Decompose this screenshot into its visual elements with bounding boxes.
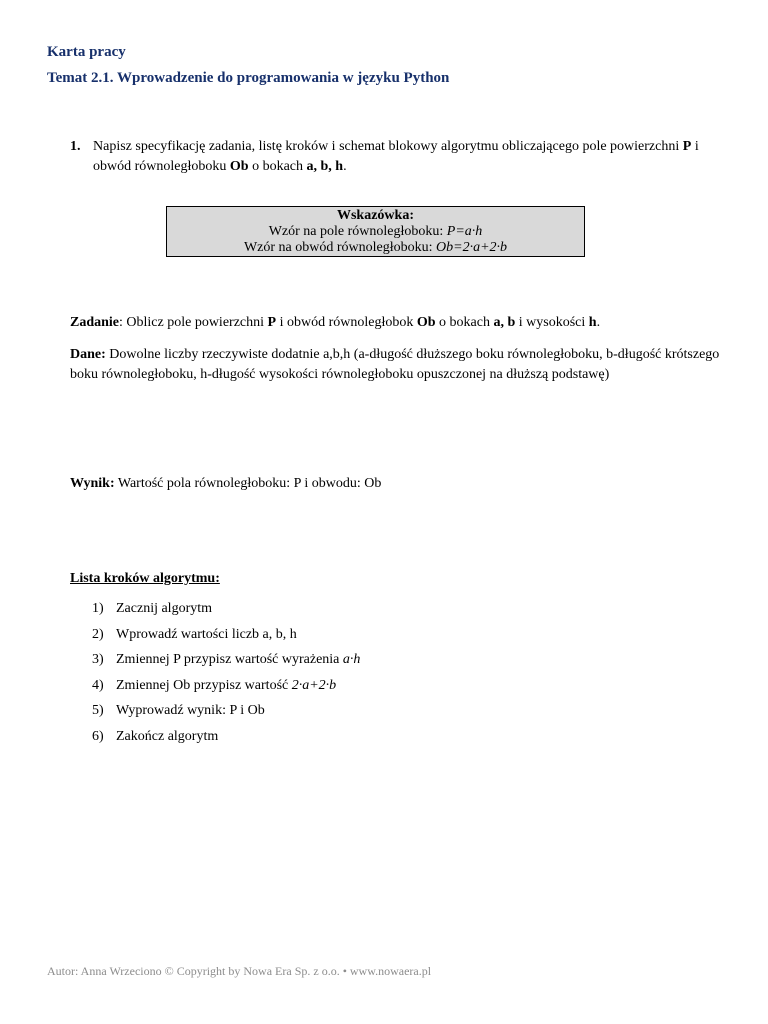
task-number: 1. [70, 139, 81, 154]
hint-box [166, 206, 585, 257]
step-number: 5) [92, 703, 104, 719]
task-1 [70, 137, 710, 177]
step-text: Zmiennej Ob przypisz wartość [116, 677, 289, 693]
dane-text: Dowolne liczby rzeczywiste dodatnie a,b,h (a-długość dłuższego boku równoległoboku, b-długość krótszego boku równoległoboku, h-długość wysokości równoległoboku opuszczonej na dłuższą podstawę) [70, 347, 720, 382]
list-item [92, 727, 360, 753]
wynik-paragraph [70, 474, 720, 494]
step-text: Wyprowadź wynik: P i Ob [116, 703, 265, 719]
list-item [92, 625, 360, 651]
task-bold-ob: Ob [229, 159, 249, 174]
step-formula: a·h [342, 652, 361, 668]
zadanie-label: Zadanie [70, 315, 120, 330]
hint-perimeter-text: Wzór na obwód równoległoboku: [243, 240, 437, 255]
zadanie-text-b: i obwód równoległobok [276, 315, 417, 330]
step-number: 2) [92, 626, 104, 642]
hint-line-perimeter [167, 240, 584, 256]
step-number: 6) [92, 728, 104, 744]
task-text [93, 137, 710, 177]
dane-paragraph [70, 345, 720, 385]
zadanie-bold-ob: Ob [416, 315, 436, 330]
worksheet-title: Karta pracy [47, 44, 126, 60]
task-bold-p: P [682, 139, 692, 154]
step-text: Zacznij algorytm [116, 601, 213, 616]
step-text: Zmiennej P przypisz wartość wyrażenia [116, 652, 340, 668]
list-item [92, 650, 360, 676]
list-item [92, 676, 360, 702]
task-bold-abh: a, b, h [306, 159, 344, 174]
zadanie-text-a: : Oblicz pole powierzchni [119, 315, 268, 330]
zadanie-paragraph [70, 313, 720, 333]
wynik-label: Wynik: [70, 476, 115, 491]
wynik-text: Wartość pola równoległoboku: P i obwodu: Ob [114, 476, 382, 491]
topic-title: Temat 2.1. Wprowadzenie do programowania w języku Python [47, 70, 450, 86]
hint-line-area [167, 224, 584, 240]
zadanie-bold-ab: a, b [493, 315, 516, 330]
step-number: 4) [92, 677, 104, 693]
hint-perimeter-formula: Ob=2·a+2·b [436, 240, 508, 255]
zadanie-bold-p: P [267, 315, 277, 330]
list-item [92, 701, 360, 727]
list-item [92, 599, 360, 625]
step-number: 3) [92, 652, 104, 668]
task-text-c: o bokach [248, 159, 307, 174]
hint-title: Wskazówka: [336, 208, 414, 223]
steps-heading: Lista kroków algorytmu: [70, 571, 220, 586]
steps-list [92, 599, 360, 753]
zadanie-text-e: . [596, 315, 601, 330]
task-text-d: . [343, 159, 347, 174]
zadanie-text-d: i wysokości [515, 315, 589, 330]
dane-label: Dane: [70, 347, 106, 362]
copyright-footer: Autor: Anna Wrzeciono © Copyright by Nowa Era Sp. z o.o. • www.nowaera.pl [47, 964, 432, 978]
hint-area-text: Wzór na pole równoległoboku: [268, 224, 447, 239]
task-text-b: i obwód równoległoboku [93, 139, 699, 174]
zadanie-text-c: o bokach [435, 315, 494, 330]
step-text: Wprowadź wartości liczb a, b, h [116, 626, 297, 642]
step-formula: 2·a+2·b [291, 677, 337, 693]
task-text-a: Napisz specyfikację zadania, listę kroków i schemat blokowy algorytmu obliczającego pole powierzchni [93, 139, 683, 154]
zadanie-bold-h: h [588, 315, 597, 330]
hint-area-formula: P=a·h [446, 224, 483, 239]
step-text: Zakończ algorytm [116, 728, 219, 744]
step-number: 1) [92, 601, 104, 616]
